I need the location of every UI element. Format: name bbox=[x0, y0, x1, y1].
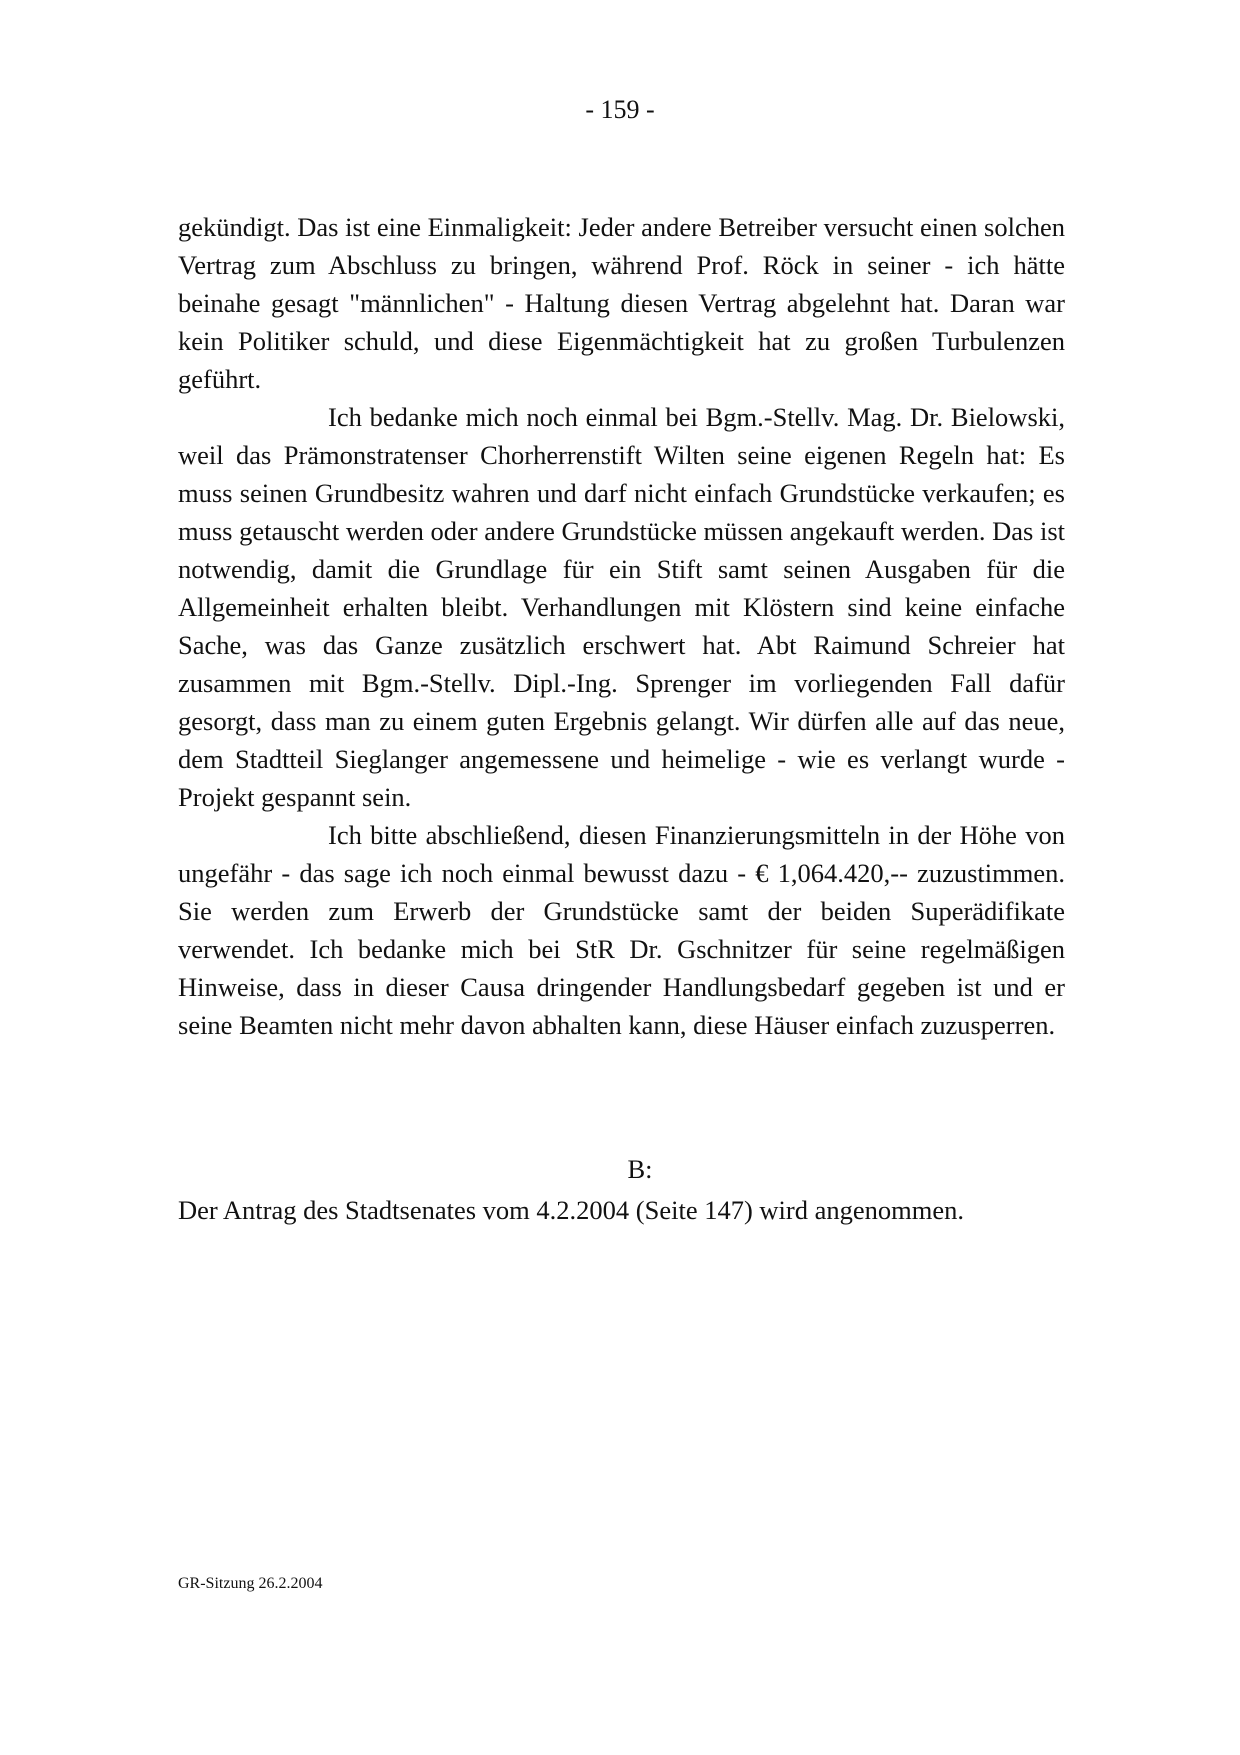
page-number: - 159 - bbox=[585, 95, 655, 124]
footer-session-date: GR-Sitzung 26.2.2004 bbox=[178, 1575, 323, 1592]
paragraph-continuation: gekündigt. Das ist eine Einmaligkeit: Jeder andere Betreiber versucht einen solchen Vertrag zum Abschluss zu bringen, während Prof. Röck in seiner - ich hätte beinahe gesagt "männlichen" - Haltung diesen Vertrag abgelehnt hat. Daran war kein Politiker schuld, und diese Eigenmächtigkeit hat zu großen Turbulenzen geführt. bbox=[178, 212, 1065, 394]
paragraph-thanks: Ich bedanke mich noch einmal bei Bgm.-Stellv. Mag. Dr. Bielowski, weil das Prämonstratenser Chorherrenstift Wilten seine eigenen Regeln hat: Es muss seinen Grundbesitz wahren und darf nicht einfach Grundstücke verkaufen; es muss getauscht werden oder andere Grundstücke müssen angekauft werden. Das ist notwendig, damit die Grundlage für ein Stift samt seinen Ausgaben für die Allgemeinheit erhalten bleibt. Verhandlungen mit Klöstern sind keine einfache Sache, was das Ganze zusätzlich erschwert hat. Abt Raimund Schreier hat zusammen mit Bgm.-Stellv. Dipl.-Ing. Sprenger im vorliegenden Fall dafür gesorgt, dass man zu einem guten Ergebnis gelangt. Wir dürfen alle auf das neue, dem Stadtteil Sieglanger angemessene und heimelige - wie es verlangt wurde - Projekt gespannt sein. bbox=[178, 402, 1065, 812]
decision-label: B: bbox=[627, 1154, 653, 1184]
body-text bbox=[178, 208, 1065, 1044]
paragraph-request: Ich bitte abschließend, diesen Finanzierungsmitteln in der Höhe von ungefähr - das sage ich noch einmal bewusst dazu - € 1,064.420,-- zuzustimmen. Sie werden zum Erwerb der Grundstücke samt der beiden Superädifikate verwendet. Ich bedanke mich bei StR Dr. Gschnitzer für seine regelmäßigen Hinweise, dass in dieser Causa dringender Handlungsbedarf gegeben ist und er seine Beamten nicht mehr davon abhalten kann, diese Häuser einfach zuzusperren. bbox=[178, 820, 1065, 1040]
decision-text: Der Antrag des Stadtsenates vom 4.2.2004 (Seite 147) wird angenommen. bbox=[178, 1195, 965, 1225]
